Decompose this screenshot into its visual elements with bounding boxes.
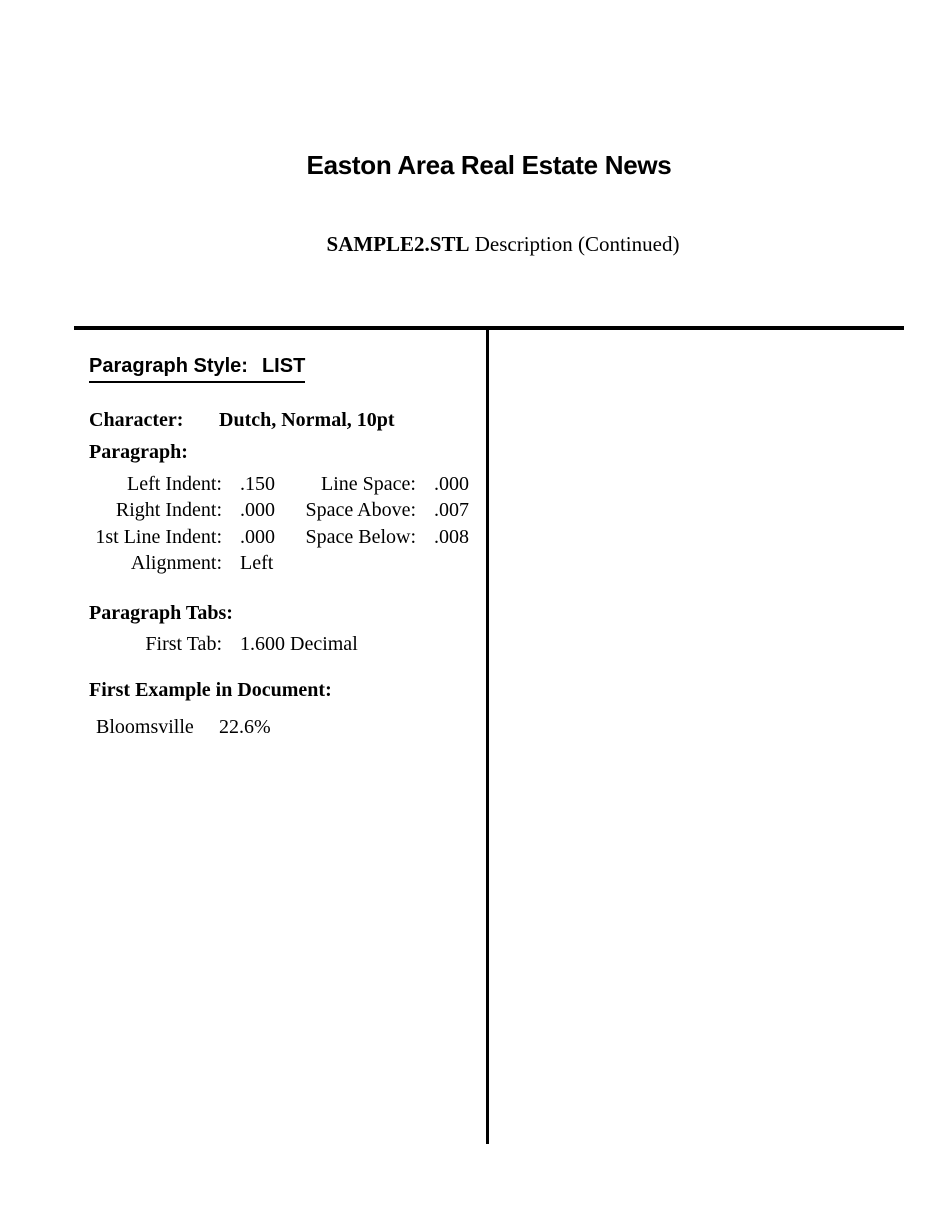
paragraph-tabs-label: Paragraph Tabs:: [89, 602, 233, 624]
paragraph-style-heading: [89, 355, 305, 383]
example-value: 22.6%: [219, 716, 271, 738]
character-label: Character:: [89, 409, 184, 431]
paragraph-label: Paragraph:: [89, 441, 188, 463]
paragraph-style-value: LIST: [261, 355, 306, 377]
first-tab-value: 1.600 Decimal: [240, 633, 358, 655]
first-line-indent-label: 1st Line Indent:: [95, 526, 222, 548]
first-example-label: First Example in Document:: [89, 679, 332, 701]
right-indent-value: .000: [240, 499, 275, 521]
space-above-value: .007: [434, 499, 469, 521]
character-value: Dutch, Normal, 10pt: [219, 409, 395, 431]
paragraph-style-label: Paragraph Style:: [89, 355, 248, 377]
subtitle-description: Description (Continued): [469, 232, 680, 256]
right-indent-label: Right Indent:: [115, 499, 222, 521]
alignment-label: Alignment:: [130, 552, 222, 574]
page-title: Easton Area Real Estate News: [306, 150, 672, 180]
first-tab-label: First Tab:: [145, 633, 222, 655]
space-below-label: Space Below:: [305, 526, 416, 548]
left-indent-label: Left Indent:: [127, 473, 222, 495]
left-indent-value: .150: [240, 473, 275, 495]
example-name: Bloomsville: [96, 716, 194, 738]
space-below-value: .008: [434, 526, 469, 548]
line-space-value: .000: [434, 473, 469, 495]
line-space-label: Line Space:: [321, 473, 416, 495]
page-subtitle: [0, 232, 936, 257]
space-above-label: Space Above:: [305, 499, 416, 521]
first-line-indent-value: .000: [240, 526, 275, 548]
column-divider: [486, 330, 489, 1144]
subtitle-filename: SAMPLE2.STL: [326, 232, 470, 256]
horizontal-rule: [74, 326, 904, 330]
alignment-value: Left: [240, 552, 274, 574]
